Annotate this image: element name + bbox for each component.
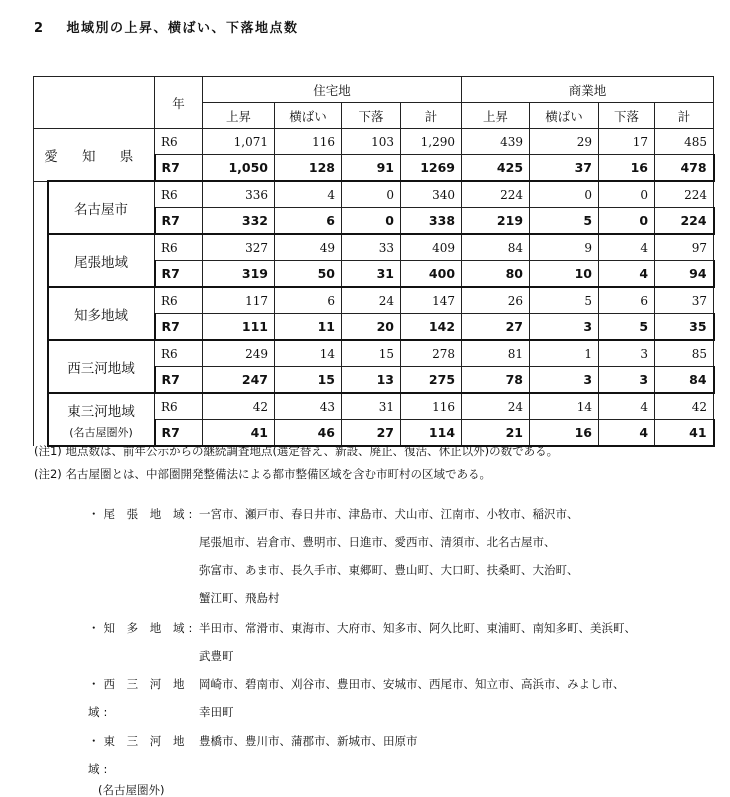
value-cell: 340: [401, 181, 462, 208]
municipality-line: 弥富市、あま市、長久手市、東郷町、豊山町、大口町、扶桑町、大治町、: [199, 563, 579, 577]
value-cell: 26: [462, 287, 530, 314]
value-cell: 4: [599, 393, 655, 420]
value-cell: 13: [342, 367, 401, 394]
region-label: 知多地域: [74, 307, 128, 324]
notes: [34, 440, 724, 486]
value-cell: 327: [203, 234, 275, 261]
value-cell: 9: [530, 234, 599, 261]
value-cell: 31: [342, 393, 401, 420]
value-cell: 439: [462, 129, 530, 155]
value-cell: 3: [530, 367, 599, 394]
value-cell: 103: [342, 129, 401, 155]
year-header: 年: [155, 77, 203, 129]
municipality-line: 豊橋市、豊川市、蒲郡市、新城市、田原市: [199, 734, 418, 748]
value-cell: 336: [203, 181, 275, 208]
value-cell: 147: [401, 287, 462, 314]
region-name: [48, 393, 155, 446]
value-cell: 425: [462, 155, 530, 182]
value-cell: 41: [655, 420, 714, 447]
municipality-line: 半田市、常滑市、東海市、大府市、知多市、阿久比町、東浦町、南知多町、美浜町、: [199, 621, 636, 635]
value-cell: 27: [462, 314, 530, 341]
value-cell: 24: [462, 393, 530, 420]
value-cell: 1,290: [401, 129, 462, 155]
value-cell: 15: [342, 340, 401, 367]
section-heading: [34, 17, 299, 36]
year-cell: R7: [155, 314, 203, 341]
value-cell: 4: [599, 234, 655, 261]
value-cell: 3: [599, 340, 655, 367]
col-header-com-fall: 下落: [599, 103, 655, 129]
value-cell: 117: [203, 287, 275, 314]
value-cell: 219: [462, 208, 530, 235]
value-cell: 478: [655, 155, 714, 182]
value-cell: 35: [655, 314, 714, 341]
value-cell: 81: [462, 340, 530, 367]
year-cell: R7: [155, 261, 203, 288]
value-cell: 400: [401, 261, 462, 288]
value-cell: 37: [530, 155, 599, 182]
corner-cell: [34, 77, 155, 129]
value-cell: 42: [655, 393, 714, 420]
value-cell: 142: [401, 314, 462, 341]
region-sublabel: (名古屋圏外): [69, 425, 133, 439]
value-cell: 43: [275, 393, 342, 420]
municipality-line: 尾張旭市、岩倉市、豊明市、日進市、愛西市、清須市、北名古屋市、: [199, 535, 556, 549]
municipality-line: 一宮市、瀬戸市、春日井市、津島市、犬山市、江南市、小牧市、稲沢市、: [199, 507, 579, 521]
value-cell: 4: [599, 261, 655, 288]
note-1: (注1) 地点数は、前年公示からの継続調査地点(選定替え、新設、廃止、復活、休止以外)の数である。: [34, 444, 559, 458]
value-cell: 41: [203, 420, 275, 447]
region-name: 愛 知 県: [34, 129, 155, 182]
value-cell: 1,050: [203, 155, 275, 182]
region-name: [48, 340, 155, 393]
value-cell: 21: [462, 420, 530, 447]
col-header-res-total: 計: [401, 103, 462, 129]
value-cell: 4: [599, 420, 655, 447]
value-cell: 128: [275, 155, 342, 182]
value-cell: 6: [599, 287, 655, 314]
value-cell: 0: [599, 181, 655, 208]
value-cell: 27: [342, 420, 401, 447]
table-row-r6: [34, 393, 714, 420]
value-cell: 224: [655, 208, 714, 235]
region-name: [48, 234, 155, 287]
col-header-com-rise: 上昇: [462, 103, 530, 129]
area-label: ・東 三 河 地 域:: [88, 734, 189, 776]
table-row-r6: [34, 234, 714, 261]
value-cell: 116: [275, 129, 342, 155]
residential-group-header: 住宅地: [203, 77, 462, 103]
value-cell: 6: [275, 287, 342, 314]
col-header-res-flat: 横ばい: [275, 103, 342, 129]
year-cell: R7: [155, 420, 203, 447]
value-cell: 0: [599, 208, 655, 235]
value-cell: 116: [401, 393, 462, 420]
value-cell: 33: [342, 234, 401, 261]
value-cell: 6: [275, 208, 342, 235]
note-2: (注2) 名古屋圏とは、中部圏開発整備法による都市整備区域を含む市町村の区域である。: [34, 467, 491, 481]
area-municipality-list: [199, 614, 730, 670]
value-cell: 16: [599, 155, 655, 182]
value-cell: 49: [275, 234, 342, 261]
col-header-res-rise: 上昇: [203, 103, 275, 129]
year-cell: R7: [155, 367, 203, 394]
value-cell: 111: [203, 314, 275, 341]
value-cell: 3: [599, 367, 655, 394]
area-label: ・尾 張 地 域:: [88, 507, 197, 521]
value-cell: 78: [462, 367, 530, 394]
value-cell: 14: [275, 340, 342, 367]
indent-cell: [34, 181, 48, 446]
value-cell: 50: [275, 261, 342, 288]
commercial-group-header: 商業地: [462, 77, 714, 103]
year-cell: R7: [155, 155, 203, 182]
value-cell: 338: [401, 208, 462, 235]
value-cell: 16: [530, 420, 599, 447]
value-cell: 5: [599, 314, 655, 341]
header-row-groups: [34, 77, 714, 103]
value-cell: 10: [530, 261, 599, 288]
region-label: 東三河地域: [67, 403, 135, 420]
section-title: 地域別の上昇、横ばい、下落地点数: [66, 21, 299, 36]
municipality-line: 蟹江町、飛島村: [199, 591, 280, 605]
value-cell: 17: [599, 129, 655, 155]
value-cell: 5: [530, 287, 599, 314]
value-cell: 0: [530, 181, 599, 208]
municipality-line: 岡崎市、碧南市、刈谷市、豊田市、安城市、西尾市、知立市、高浜市、みよし市、: [199, 677, 625, 691]
region-label: 名古屋市: [74, 201, 128, 218]
value-cell: 409: [401, 234, 462, 261]
value-cell: 1,071: [203, 129, 275, 155]
table-row-r6: [34, 340, 714, 367]
year-cell: R6: [155, 393, 203, 420]
value-cell: 84: [462, 234, 530, 261]
value-cell: 224: [655, 181, 714, 208]
value-cell: 247: [203, 367, 275, 394]
col-header-com-flat: 横ばい: [530, 103, 599, 129]
value-cell: 24: [342, 287, 401, 314]
value-cell: 114: [401, 420, 462, 447]
year-cell: R6: [155, 287, 203, 314]
value-cell: 275: [401, 367, 462, 394]
area-label: ・知 多 地 域:: [88, 621, 197, 635]
value-cell: 94: [655, 261, 714, 288]
value-cell: 319: [203, 261, 275, 288]
year-cell: R6: [155, 181, 203, 208]
table-row-r6: [34, 181, 714, 208]
area-municipality-list: [199, 670, 730, 726]
value-cell: 20: [342, 314, 401, 341]
col-header-res-fall: 下落: [342, 103, 401, 129]
area-municipality-list: [199, 500, 730, 612]
section-number: 2: [34, 21, 45, 36]
value-cell: 0: [342, 181, 401, 208]
value-cell: 5: [530, 208, 599, 235]
table-row-r6: [34, 129, 714, 155]
municipality-line: 幸田町: [199, 705, 234, 719]
area-entry: [88, 614, 636, 663]
table-row-r6: [34, 287, 714, 314]
value-cell: 249: [203, 340, 275, 367]
region-label: 西三河地域: [67, 360, 135, 377]
area-entry: [88, 727, 418, 797]
value-cell: 224: [462, 181, 530, 208]
year-cell: R7: [155, 208, 203, 235]
value-cell: 46: [275, 420, 342, 447]
value-cell: 97: [655, 234, 714, 261]
value-cell: 278: [401, 340, 462, 367]
value-cell: 31: [342, 261, 401, 288]
area-entry: [88, 500, 579, 605]
value-cell: 14: [530, 393, 599, 420]
value-cell: 4: [275, 181, 342, 208]
area-sublabel: (名古屋圏外): [98, 783, 165, 797]
value-cell: 37: [655, 287, 714, 314]
value-cell: 485: [655, 129, 714, 155]
area-label: ・西 三 河 地 域:: [88, 677, 189, 719]
land-price-points-table: [33, 76, 715, 447]
value-cell: 84: [655, 367, 714, 394]
region-name: [48, 287, 155, 340]
municipality-line: 武豊町: [199, 649, 234, 663]
region-label: 尾張地域: [74, 254, 128, 271]
value-cell: 29: [530, 129, 599, 155]
region-name: [48, 181, 155, 234]
value-cell: 85: [655, 340, 714, 367]
value-cell: 15: [275, 367, 342, 394]
area-entry: [88, 670, 625, 726]
value-cell: 0: [342, 208, 401, 235]
value-cell: 91: [342, 155, 401, 182]
value-cell: 11: [275, 314, 342, 341]
col-header-com-total: 計: [655, 103, 714, 129]
area-municipality-list: [199, 727, 730, 755]
value-cell: 332: [203, 208, 275, 235]
value-cell: 1269: [401, 155, 462, 182]
value-cell: 3: [530, 314, 599, 341]
value-cell: 42: [203, 393, 275, 420]
year-cell: R6: [155, 234, 203, 261]
year-cell: R6: [155, 129, 203, 155]
value-cell: 80: [462, 261, 530, 288]
year-cell: R6: [155, 340, 203, 367]
value-cell: 1: [530, 340, 599, 367]
